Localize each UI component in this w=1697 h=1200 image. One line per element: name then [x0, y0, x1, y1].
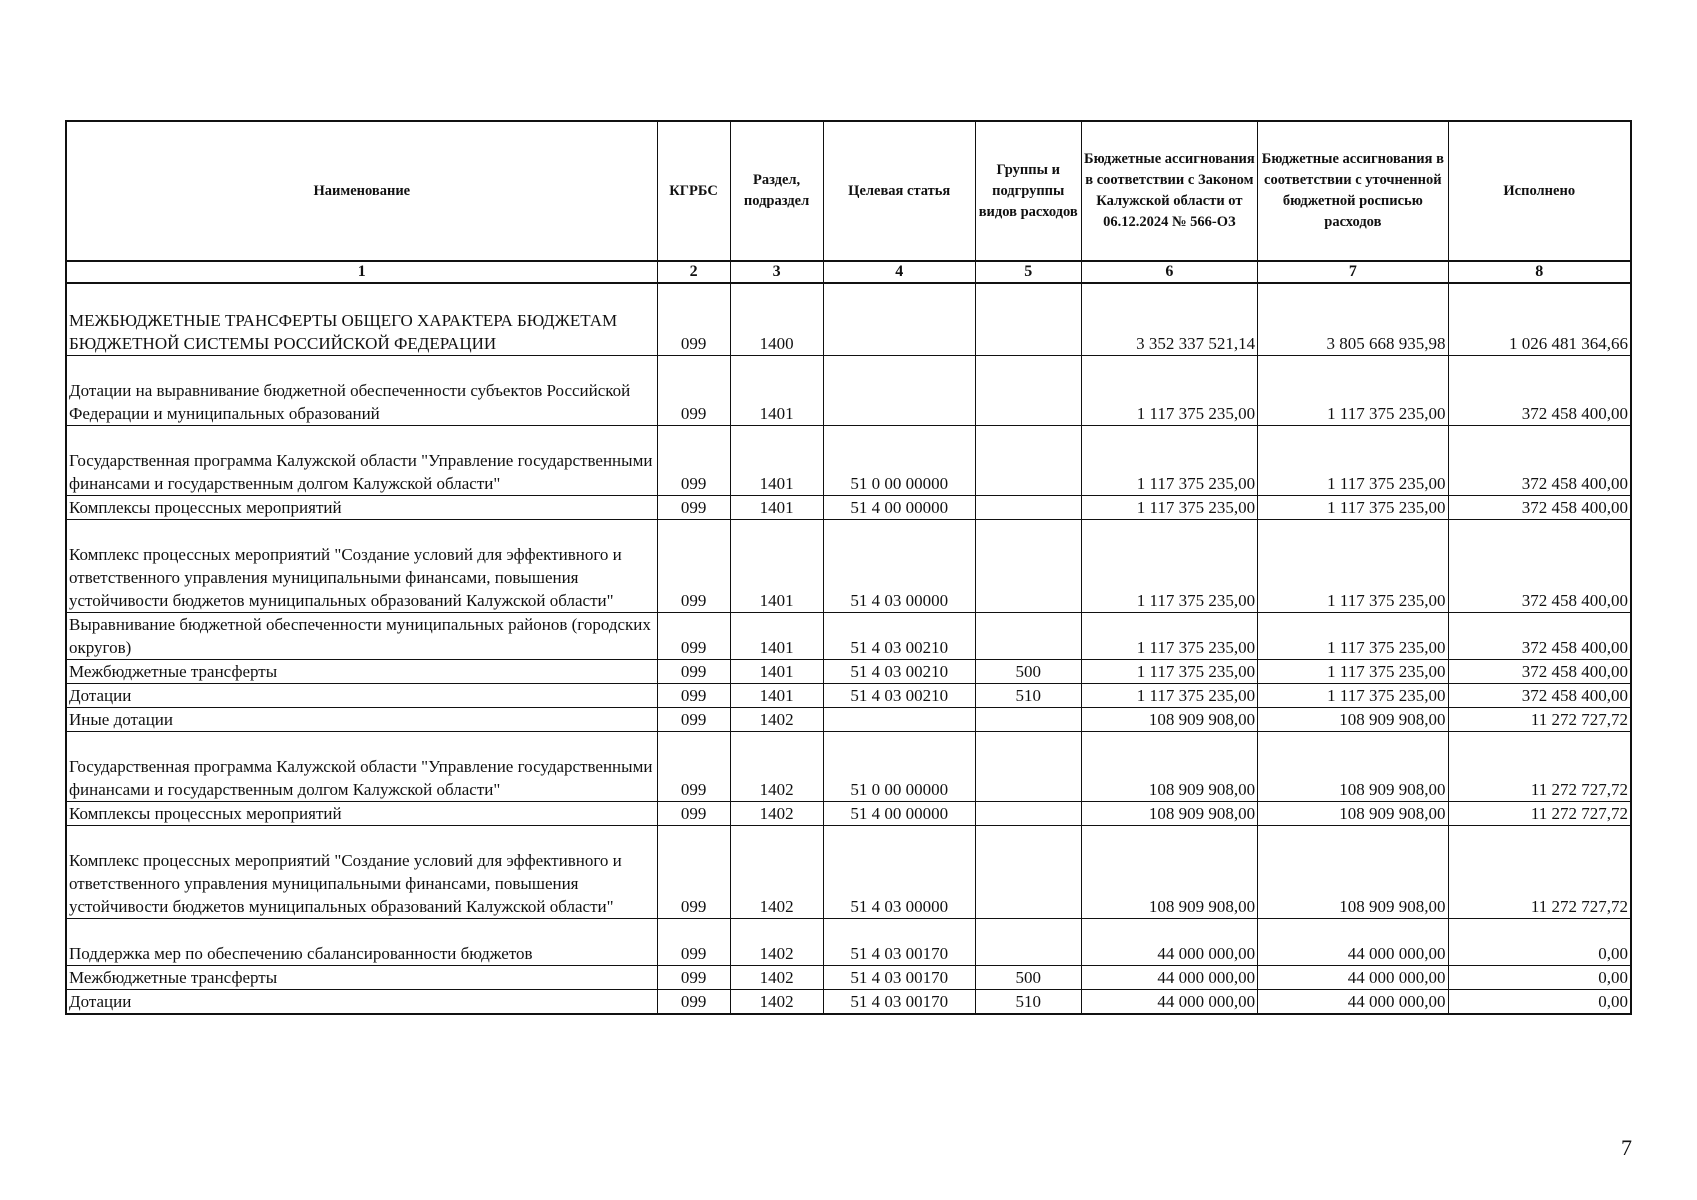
- cell-kgrbs: 099: [657, 707, 730, 731]
- cell-kgrbs: 099: [657, 801, 730, 825]
- budget-table: [65, 120, 1632, 1015]
- cell-law-amount: 1 117 375 235,00: [1081, 425, 1258, 495]
- column-number: 4: [823, 261, 975, 283]
- cell-kgrbs: 099: [657, 825, 730, 918]
- cell-section: 1401: [730, 425, 823, 495]
- cell-target: 51 4 03 00000: [823, 825, 975, 918]
- header-section: Раздел, подраздел: [730, 121, 823, 261]
- cell-section: 1401: [730, 659, 823, 683]
- cell-target: 51 4 00 00000: [823, 495, 975, 519]
- cell-executed-amount: 372 458 400,00: [1448, 495, 1631, 519]
- table-row: [66, 683, 1631, 707]
- cell-target: 51 4 03 00170: [823, 965, 975, 989]
- cell-name: Межбюджетные трансферты: [66, 659, 657, 683]
- cell-target: 51 4 03 00170: [823, 918, 975, 965]
- cell-section: 1402: [730, 801, 823, 825]
- table-row: [66, 425, 1631, 495]
- cell-executed-amount: 372 458 400,00: [1448, 355, 1631, 425]
- column-number: 7: [1258, 261, 1448, 283]
- cell-target: [823, 283, 975, 355]
- cell-refined-amount: 44 000 000,00: [1258, 989, 1448, 1014]
- cell-group: [975, 283, 1081, 355]
- cell-target: 51 4 03 00210: [823, 683, 975, 707]
- cell-section: 1401: [730, 519, 823, 612]
- column-number: 6: [1081, 261, 1258, 283]
- cell-law-amount: 108 909 908,00: [1081, 801, 1258, 825]
- cell-refined-amount: 1 117 375 235,00: [1258, 659, 1448, 683]
- column-numbers-row: [66, 261, 1631, 283]
- header-groups: Группы и подгруппы видов расходов: [975, 121, 1081, 261]
- column-number: 1: [66, 261, 657, 283]
- table-row: [66, 283, 1631, 355]
- cell-section: 1401: [730, 683, 823, 707]
- cell-kgrbs: 099: [657, 612, 730, 659]
- cell-group: 510: [975, 989, 1081, 1014]
- header-executed: Исполнено: [1448, 121, 1631, 261]
- cell-section: 1401: [730, 355, 823, 425]
- cell-group: [975, 825, 1081, 918]
- cell-refined-amount: 108 909 908,00: [1258, 801, 1448, 825]
- header-name: Наименование: [66, 121, 657, 261]
- cell-refined-amount: 108 909 908,00: [1258, 731, 1448, 801]
- cell-executed-amount: 11 272 727,72: [1448, 731, 1631, 801]
- cell-name: Комплексы процессных мероприятий: [66, 801, 657, 825]
- cell-law-amount: 1 117 375 235,00: [1081, 612, 1258, 659]
- header-refined: Бюджетные ассигнования в соответствии с уточненной бюджетной росписью расходов: [1258, 121, 1448, 261]
- cell-name: Дотации: [66, 989, 657, 1014]
- cell-group: [975, 918, 1081, 965]
- cell-kgrbs: 099: [657, 519, 730, 612]
- table-row: [66, 519, 1631, 612]
- cell-executed-amount: 0,00: [1448, 989, 1631, 1014]
- cell-refined-amount: 108 909 908,00: [1258, 825, 1448, 918]
- cell-section: 1402: [730, 965, 823, 989]
- cell-law-amount: 44 000 000,00: [1081, 918, 1258, 965]
- cell-kgrbs: 099: [657, 355, 730, 425]
- cell-name: Выравнивание бюджетной обеспеченности муниципальных районов (городских округов): [66, 612, 657, 659]
- cell-law-amount: 3 352 337 521,14: [1081, 283, 1258, 355]
- cell-section: 1400: [730, 283, 823, 355]
- cell-group: [975, 495, 1081, 519]
- table-row: [66, 707, 1631, 731]
- header-kgrbs: КГРБС: [657, 121, 730, 261]
- cell-section: 1402: [730, 989, 823, 1014]
- cell-refined-amount: 1 117 375 235,00: [1258, 495, 1448, 519]
- table-row: [66, 659, 1631, 683]
- cell-kgrbs: 099: [657, 683, 730, 707]
- cell-refined-amount: 1 117 375 235,00: [1258, 355, 1448, 425]
- column-number: 2: [657, 261, 730, 283]
- cell-group: [975, 731, 1081, 801]
- table-row: [66, 801, 1631, 825]
- cell-target: 51 4 00 00000: [823, 801, 975, 825]
- cell-executed-amount: 372 458 400,00: [1448, 425, 1631, 495]
- header-row: [66, 121, 1631, 261]
- cell-target: 51 4 03 00210: [823, 659, 975, 683]
- cell-refined-amount: 3 805 668 935,98: [1258, 283, 1448, 355]
- cell-executed-amount: 0,00: [1448, 965, 1631, 989]
- cell-name: Государственная программа Калужской области "Управление государственными финансами и государственным долгом Калужской области": [66, 425, 657, 495]
- cell-law-amount: 1 117 375 235,00: [1081, 355, 1258, 425]
- cell-refined-amount: 44 000 000,00: [1258, 965, 1448, 989]
- cell-law-amount: 1 117 375 235,00: [1081, 519, 1258, 612]
- cell-law-amount: 1 117 375 235,00: [1081, 495, 1258, 519]
- table-row: [66, 731, 1631, 801]
- cell-target: 51 4 03 00210: [823, 612, 975, 659]
- cell-target: [823, 707, 975, 731]
- cell-law-amount: 108 909 908,00: [1081, 707, 1258, 731]
- cell-target: 51 4 03 00170: [823, 989, 975, 1014]
- cell-kgrbs: 099: [657, 918, 730, 965]
- cell-name: Дотации на выравнивание бюджетной обеспеченности субъектов Российской Федерации и муниципальных образований: [66, 355, 657, 425]
- cell-executed-amount: 372 458 400,00: [1448, 683, 1631, 707]
- cell-kgrbs: 099: [657, 425, 730, 495]
- cell-group: [975, 519, 1081, 612]
- cell-name: Комплекс процессных мероприятий "Создание условий для эффективного и ответственного управления муниципальными финансами, повышения устойчивости бюджетов муниципальных образований Калужской области": [66, 825, 657, 918]
- cell-section: 1402: [730, 731, 823, 801]
- cell-section: 1402: [730, 707, 823, 731]
- table-row: [66, 825, 1631, 918]
- cell-executed-amount: 11 272 727,72: [1448, 801, 1631, 825]
- cell-section: 1402: [730, 825, 823, 918]
- table-row: [66, 355, 1631, 425]
- cell-group: [975, 612, 1081, 659]
- cell-name: Комплекс процессных мероприятий "Создание условий для эффективного и ответственного управления муниципальными финансами, повышения устойчивости бюджетов муниципальных образований Калужской области": [66, 519, 657, 612]
- table-row: [66, 495, 1631, 519]
- cell-executed-amount: 1 026 481 364,66: [1448, 283, 1631, 355]
- table-row: [66, 918, 1631, 965]
- cell-group: [975, 801, 1081, 825]
- cell-kgrbs: 099: [657, 495, 730, 519]
- cell-group: 500: [975, 659, 1081, 683]
- cell-section: 1402: [730, 918, 823, 965]
- cell-law-amount: 44 000 000,00: [1081, 965, 1258, 989]
- header-law: Бюджетные ассигнования в соответствии с Законом Калужской области от 06.12.2024 № 566-ОЗ: [1081, 121, 1258, 261]
- cell-group: 500: [975, 965, 1081, 989]
- cell-law-amount: 1 117 375 235,00: [1081, 683, 1258, 707]
- cell-executed-amount: 11 272 727,72: [1448, 707, 1631, 731]
- column-number: 3: [730, 261, 823, 283]
- cell-name: МЕЖБЮДЖЕТНЫЕ ТРАНСФЕРТЫ ОБЩЕГО ХАРАКТЕРА БЮДЖЕТАМ БЮДЖЕТНОЙ СИСТЕМЫ РОССИЙСКОЙ ФЕДЕРАЦИИ: [66, 283, 657, 355]
- cell-name: Поддержка мер по обеспечению сбалансированности бюджетов: [66, 918, 657, 965]
- cell-law-amount: 44 000 000,00: [1081, 989, 1258, 1014]
- cell-kgrbs: 099: [657, 283, 730, 355]
- table-body: [66, 283, 1631, 1014]
- cell-executed-amount: 372 458 400,00: [1448, 659, 1631, 683]
- cell-kgrbs: 099: [657, 731, 730, 801]
- cell-kgrbs: 099: [657, 989, 730, 1014]
- cell-executed-amount: 372 458 400,00: [1448, 612, 1631, 659]
- cell-group: [975, 355, 1081, 425]
- cell-target: 51 4 03 00000: [823, 519, 975, 612]
- cell-executed-amount: 0,00: [1448, 918, 1631, 965]
- cell-name: Межбюджетные трансферты: [66, 965, 657, 989]
- cell-name: Дотации: [66, 683, 657, 707]
- cell-target: 51 0 00 00000: [823, 731, 975, 801]
- cell-name: Комплексы процессных мероприятий: [66, 495, 657, 519]
- table-row: [66, 965, 1631, 989]
- cell-group: [975, 707, 1081, 731]
- cell-law-amount: 1 117 375 235,00: [1081, 659, 1258, 683]
- page-number: 7: [1621, 1135, 1632, 1160]
- cell-kgrbs: 099: [657, 659, 730, 683]
- cell-kgrbs: 099: [657, 965, 730, 989]
- cell-refined-amount: 1 117 375 235,00: [1258, 425, 1448, 495]
- cell-group: 510: [975, 683, 1081, 707]
- cell-refined-amount: 1 117 375 235,00: [1258, 612, 1448, 659]
- cell-refined-amount: 1 117 375 235,00: [1258, 519, 1448, 612]
- cell-executed-amount: 372 458 400,00: [1448, 519, 1631, 612]
- cell-law-amount: 108 909 908,00: [1081, 731, 1258, 801]
- cell-executed-amount: 11 272 727,72: [1448, 825, 1631, 918]
- cell-section: 1401: [730, 495, 823, 519]
- cell-target: 51 0 00 00000: [823, 425, 975, 495]
- cell-section: 1401: [730, 612, 823, 659]
- cell-name: Иные дотации: [66, 707, 657, 731]
- cell-refined-amount: 44 000 000,00: [1258, 918, 1448, 965]
- table-row: [66, 612, 1631, 659]
- cell-target: [823, 355, 975, 425]
- cell-name: Государственная программа Калужской области "Управление государственными финансами и государственным долгом Калужской области": [66, 731, 657, 801]
- column-number: 5: [975, 261, 1081, 283]
- cell-refined-amount: 108 909 908,00: [1258, 707, 1448, 731]
- cell-group: [975, 425, 1081, 495]
- cell-law-amount: 108 909 908,00: [1081, 825, 1258, 918]
- cell-refined-amount: 1 117 375 235,00: [1258, 683, 1448, 707]
- column-number: 8: [1448, 261, 1631, 283]
- table-row: [66, 989, 1631, 1014]
- header-target: Целевая статья: [823, 121, 975, 261]
